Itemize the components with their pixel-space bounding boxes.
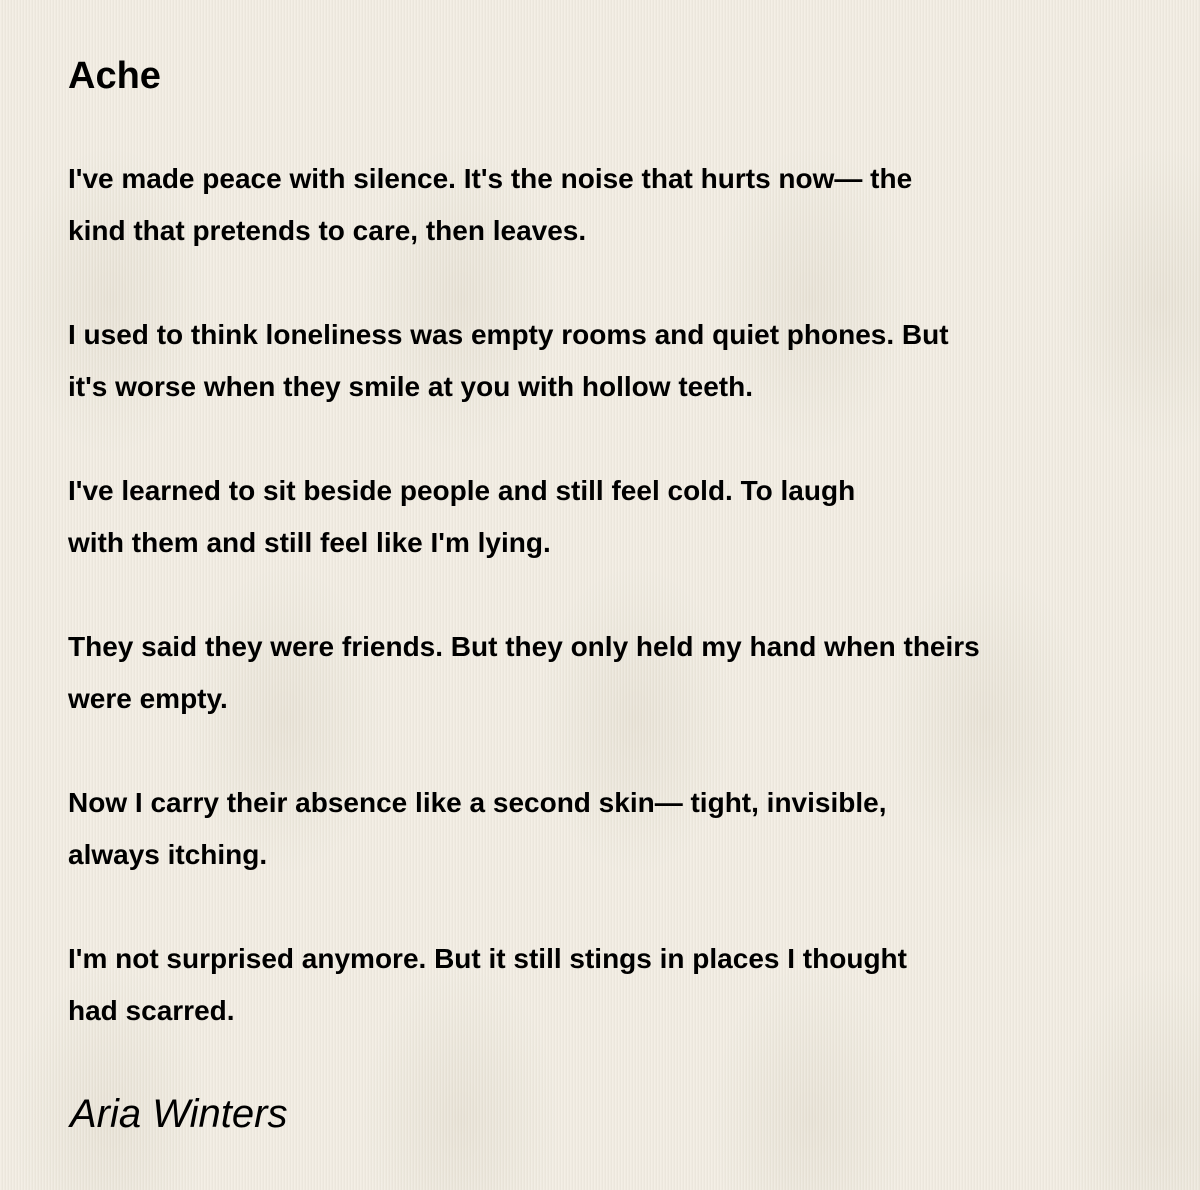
stanza-line: always itching. — [68, 839, 268, 870]
poem-author: Aria Winters — [70, 1092, 288, 1136]
stanza-3 — [68, 465, 1188, 569]
stanza-2 — [68, 309, 1188, 413]
stanza-line: Now I carry their absence like a second skin— tight, invisible, — [68, 787, 887, 818]
stanza-line: I used to think loneliness was empty rooms and quiet phones. But — [68, 319, 949, 350]
stanza-5 — [68, 777, 1188, 881]
poem-container — [68, 52, 1188, 1089]
stanza-line: had scarred. — [68, 995, 235, 1026]
poem-body — [68, 153, 1188, 1037]
stanza-line: I've made peace with silence. It's the noise that hurts now— the — [68, 163, 913, 194]
stanza-line: it's worse when they smile at you with hollow teeth. — [68, 371, 753, 402]
poem-title: Ache — [68, 55, 161, 97]
stanza-6 — [68, 933, 1188, 1037]
stanza-line: I'm not surprised anymore. But it still stings in places I thought — [68, 943, 907, 974]
stanza-line: I've learned to sit beside people and still feel cold. To laugh — [68, 475, 856, 506]
stanza-line: with them and still feel like I'm lying. — [68, 527, 551, 558]
stanza-4 — [68, 621, 1188, 725]
stanza-line: They said they were friends. But they only held my hand when theirs — [68, 631, 980, 662]
stanza-1 — [68, 153, 1188, 257]
stanza-line: kind that pretends to care, then leaves. — [68, 215, 587, 246]
stanza-line: were empty. — [68, 683, 228, 714]
